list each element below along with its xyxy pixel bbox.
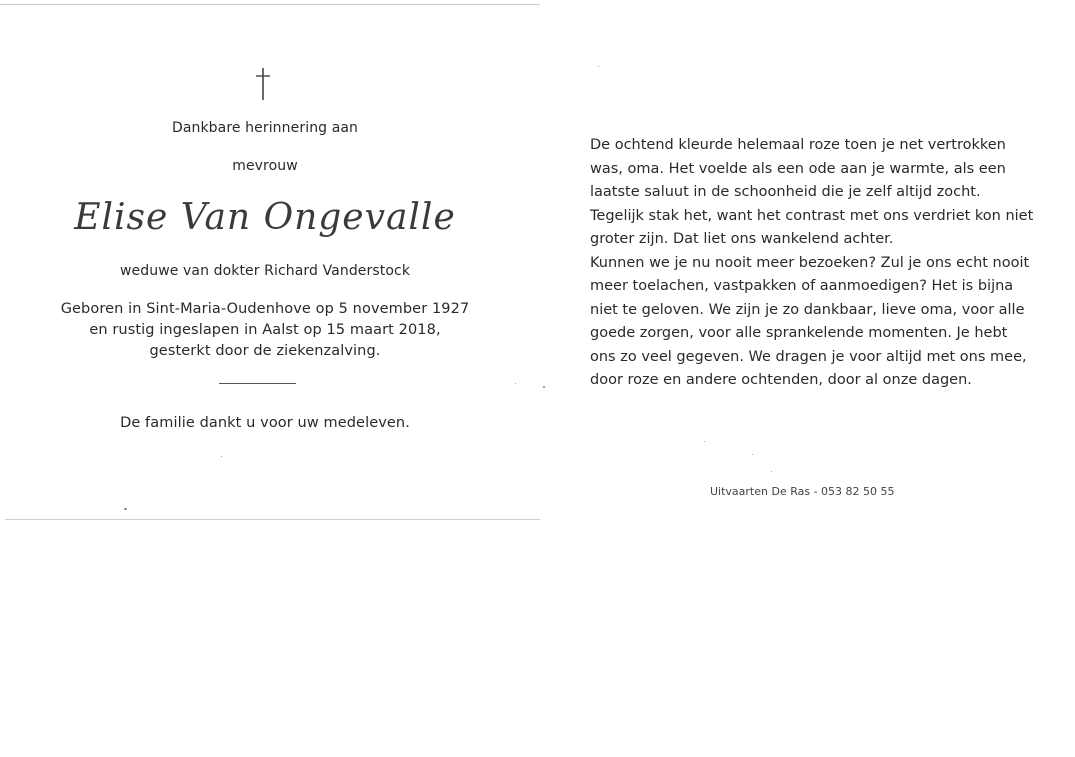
text-line: was, oma. Het voelde als een ode aan je warmte, als een [590, 160, 1006, 177]
memorial-card-front [0, 0, 530, 520]
text-line: Kunnen we je nu nooit meer bezoeken? Zul je ons echt nooit [590, 254, 1030, 271]
memorial-text [590, 134, 1040, 393]
heading: Dankbare herinnering aan [171, 120, 359, 136]
cross-icon [254, 66, 272, 102]
scan-speck [543, 386, 545, 388]
scan-speck [124, 508, 127, 510]
birth-line: Geboren in Sint-Maria-Oudenhove op 5 november 1927 [60, 301, 470, 317]
text-line: laatste saluut in de schoonheid die je zelf altijd zocht. [590, 184, 981, 200]
scan-speck [515, 383, 516, 384]
sacrament-line: gesterkt door de ziekenzalving. [149, 343, 381, 359]
scan-speck [752, 454, 753, 455]
text-line: door roze en andere ochtenden, door al onze dagen. [590, 372, 972, 388]
undertaker-contact: Uitvaarten De Ras - 053 82 50 55 [710, 485, 895, 498]
widow-line: weduwe van dokter Richard Vanderstock [119, 263, 411, 279]
scan-speck [598, 66, 599, 67]
scan-speck [771, 471, 772, 472]
text-line: Tegelijk stak het, want het contrast met ons verdriet kon niet [590, 207, 1034, 224]
scan-speck [704, 441, 705, 442]
text-line: niet te geloven. We zijn je zo dankbaar, lieve oma, voor alle [590, 301, 1025, 318]
text-line: meer toelachen, vastpakken of aanmoedigen? Het is bijna [590, 278, 1014, 294]
text-line: ons zo veel gegeven. We dragen je voor altijd met ons mee, [590, 348, 1027, 365]
deceased-name: Elise Van Ongevalle [74, 197, 456, 238]
text-line: groter zijn. Dat liet ons wankelend achter. [590, 231, 894, 247]
text-line: goede zorgen, voor alle sprankelende momenten. Je hebt [590, 325, 1008, 341]
death-line: en rustig ingeslapen in Aalst op 15 maart 2018, [89, 322, 441, 338]
divider [219, 383, 296, 384]
thanks-line: De familie dankt u voor uw medeleven. [120, 415, 410, 431]
text-line: De ochtend kleurde helemaal roze toen je net vertrokken [590, 137, 1006, 153]
salutation: mevrouw [232, 158, 298, 174]
scan-speck [221, 456, 222, 457]
